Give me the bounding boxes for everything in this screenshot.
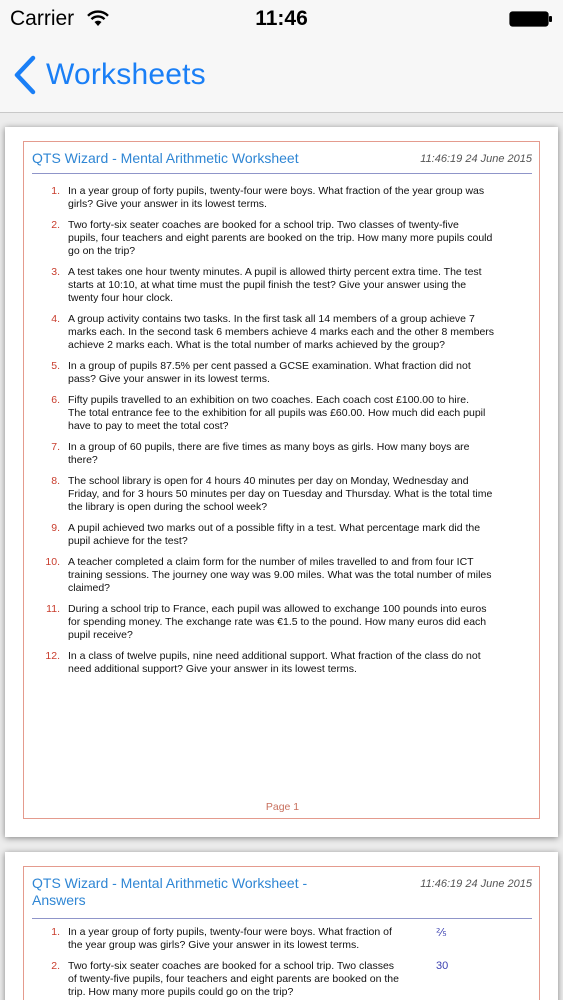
answers-frame: [23, 866, 540, 1000]
answers-title: QTS Wizard - Mental Arithmetic Worksheet - Answers: [32, 875, 308, 908]
question-text: During a school trip to France, each pupil was allowed to exchange 100 pounds into euros for spending money. The exchange rate was €1.5 to the pound. How many euros did each pupil receive?: [68, 603, 487, 641]
answers-page: [5, 852, 558, 1000]
question-text: A group activity contains two tasks. In the first task all 14 members of a group achieve 7 marks each. In the second task 6 members achieve 4 marks each and the other 8 members achieve 2 marks each. What is the total number of marks achieved by the group?: [68, 313, 495, 351]
answer-value: ⅖: [436, 927, 447, 939]
question-number: 7.: [51, 441, 60, 453]
question-number: 1.: [51, 185, 60, 197]
answer-value: 30: [436, 960, 449, 972]
status-time: 11:46: [255, 7, 308, 30]
carrier-label: Carrier: [10, 7, 75, 30]
question-number: 2.: [51, 960, 60, 972]
question-text: A test takes one hour twenty minutes. A pupil is allowed thirty percent extra time. The test starts at 10:10, at what time must the pupil finish the test? Give your answer using the twenty four hour clock.: [68, 266, 482, 304]
navigation-bar: [0, 38, 563, 113]
worksheet-page: [5, 127, 558, 837]
question-text: The school library is open for 4 hours 40 minutes per day on Monday, Wednesday and Friday, and for 3 hours 50 minutes per day on Tuesday and Thursday. What is the total time the library is open during the school week?: [68, 475, 493, 513]
back-button-label: Worksheets: [46, 58, 206, 91]
question-text: In a year group of forty pupils, twenty-four were boys. What fraction of the year group was girls? Give your answer in its lowest terms.: [68, 185, 485, 210]
worksheet-header: [32, 150, 532, 174]
answers-header: [32, 875, 532, 919]
question-number: 5.: [51, 360, 60, 372]
question-text: In a group of pupils 87.5% per cent passed a GCSE examination. What fraction did not pass? Give your answer in its lowest terms.: [68, 360, 471, 385]
question-text: In a group of 60 pupils, there are five times as many boys as girls. How many boys are there?: [68, 441, 470, 466]
question-text: A pupil achieved two marks out of a possible fifty in a test. What percentage mark did the pupil achieve for the test?: [68, 522, 481, 547]
question-number: 10.: [45, 556, 60, 568]
status-bar: [0, 0, 563, 38]
question-number: 1.: [51, 926, 60, 938]
question-number: 9.: [51, 522, 60, 534]
question-text: In a class of twelve pupils, nine need additional support. What fraction of the class do not need additional support? Give your answer in its lowest terms.: [68, 650, 481, 675]
question-text: In a year group of forty pupils, twenty-four were boys. What fraction of the year group was girls? Give your answer in its lowest terms.: [68, 926, 392, 951]
question-text: A teacher completed a claim form for the number of miles travelled to and from four ICT training sessions. The journey one way was 9.00 miles. What was the total number of miles claimed?: [68, 556, 492, 594]
back-button[interactable]: [12, 54, 206, 96]
page-number: Page 1: [265, 801, 300, 813]
question-number: 8.: [51, 475, 60, 487]
answers-timestamp: 11:46:19 24 June 2015: [420, 878, 532, 890]
question-text: Fifty pupils travelled to an exhibition on two coaches. Each coach cost £100.00 to hire. The total entrance fee to the exhibition for all pupils was £60.00. How much did each pupil have to pay to meet the total cost?: [68, 394, 486, 432]
chevron-left-icon: [12, 55, 38, 95]
question-number: 12.: [45, 650, 60, 662]
question-number: 6.: [51, 394, 60, 406]
worksheet-timestamp: 11:46:19 24 June 2015: [420, 153, 532, 165]
question-text: Two forty-six seater coaches are booked for a school trip. Two classes of twenty-five pupils, four teachers and eight parents are booked on the trip. How many more pupils could go on the trip?: [68, 219, 493, 257]
question-number: 4.: [51, 313, 60, 325]
question-number: 2.: [51, 219, 60, 231]
worksheet-frame: [23, 141, 540, 819]
battery-icon: [509, 11, 553, 27]
question-number: 3.: [51, 266, 60, 278]
worksheet-title: QTS Wizard - Mental Arithmetic Worksheet: [32, 150, 299, 166]
question-number: 11.: [46, 603, 60, 615]
question-text: Two forty-six seater coaches are booked for a school trip. Two classes of twenty-five pupils, four teachers and eight parents are booked on the trip. How many more pupils could go on the trip?: [68, 960, 399, 998]
